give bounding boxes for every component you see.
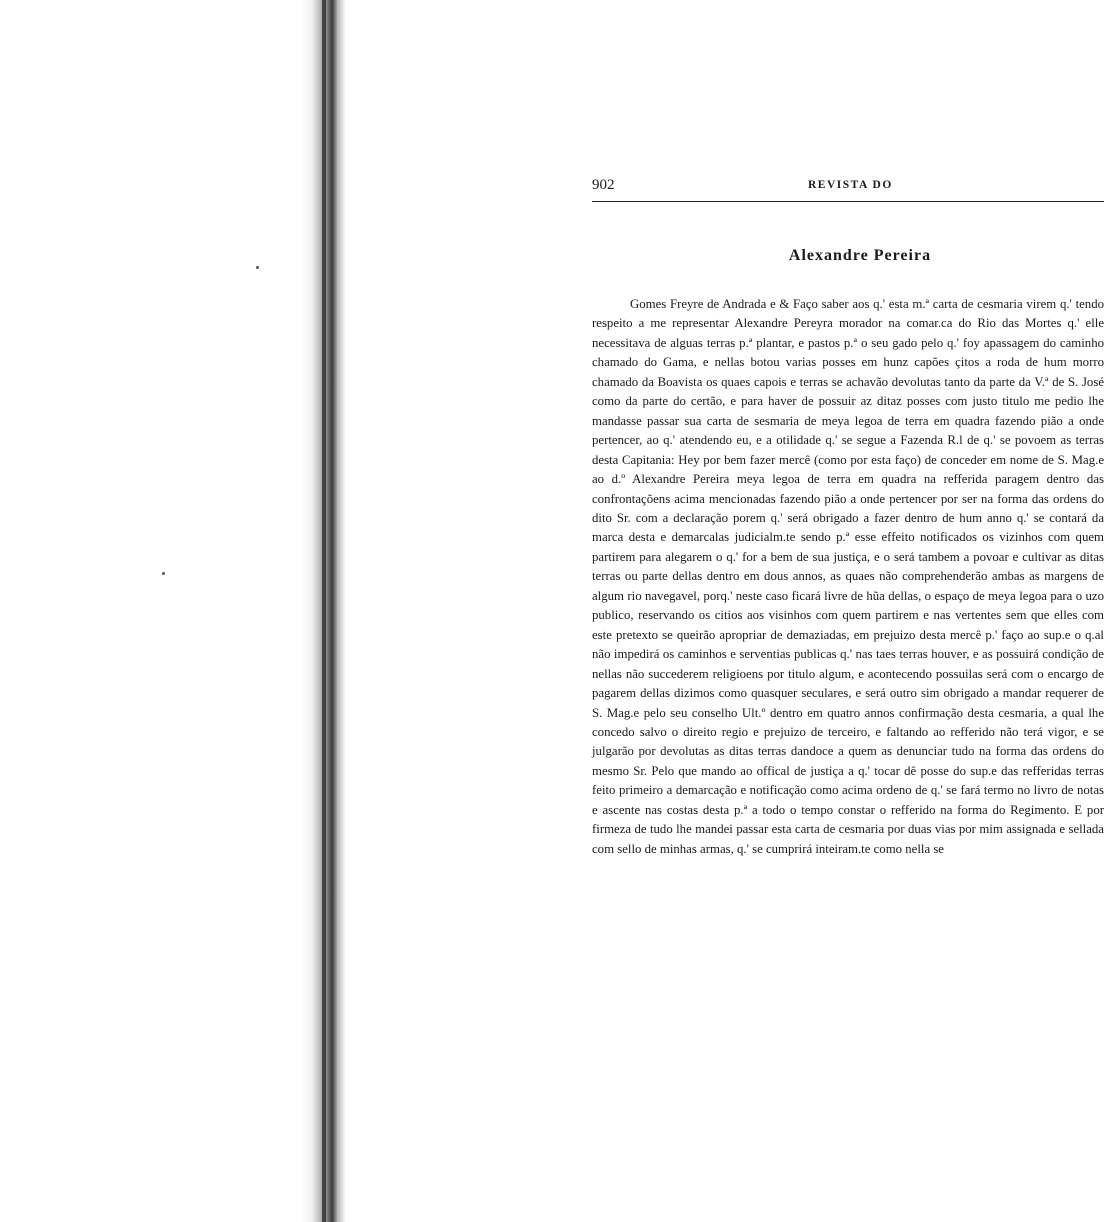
journal-title: REVISTA DO bbox=[808, 179, 893, 191]
paper-speck bbox=[162, 572, 165, 575]
document-page bbox=[592, 175, 1104, 872]
body-paragraph: Gomes Freyre de Andrada e & Faço saber aos q.' esta m.ª carta de cesmaria virem q.' tendo respeito a me representar Alexandre Pereyra morador na comar.ca do Rio das Mortes q.' elle necessitava de alguas terras p.ª plantar, e pastos p.ª o seu gado pelo q.' foy apassagem do caminho chamado do Gama, e nellas botou varias posses em hunz capões çitos a roda de hum morro chamado da Boavista os quaes capois e terras se achavão devolutas tanto da parte da V.ª de S. José como da parte do certão, e para haver de possuir az ditaz posses com justo titulo me pedio lhe mandasse passar sua carta de sesmaria de meya legoa de terra em quadra fazendo pião a onde pertencer, ao q.' atendendo eu, e a otilidade q.' se segue a Fazenda R.l de q.' se povoem as terras desta Capitania: Hey por bem fazer mercê (como por esta faço) de conceder em nome de S. Mag.e ao d.º Alexandre Pereira meya legoa de terra em quadra na refferida paragem dentro das confrontaçõens acima mencionadas fazendo pião a onde pertencer por ser na forma das ordens do dito Sr. com a declaração porem q.' será obrigado a fazer dentro de hum anno q.' se contará da marca desta e demarcalas judicialm.te sendo p.ª esse effeito notificados os vizinhos com quem partirem para alegarem o q.' for a bem de sua justiça, e o será tambem a povoar e cultivar as ditas terras ou parte dellas dentro em dous annos, as quaes não comprehenderão ambas as margens de algum rio navegavel, porq.' neste caso ficará livre de hũa dellas, o espaço de meya legoa para o uzo publico, reservando os citios aos visinhos com quem partirem e nas vertentes sem que elles com este pretexto se queirão apropriar de demaziadas, em prejuizo desta mercê p.' faço ao sup.e o q.al não impedirá os caminhos e serventias publicas q.' nas taes terras houver, e as possuirá condição de nellas não succederem religioens por titulo algum, e acontecendo possuilas será com o encargo de pagarem dellas dizimos como quasquer seculares, e será outro sim obrigado a mandar requerer de S. Mag.e pelo seu conselho Ult.º dentro em quatro annos confirmação desta cesmaria, a qual lhe concedo salvo o direito regio e prejuizo de terceiro, e faltando ao refferido não terá vigor, e se julgarão por devolutas as ditas terras dandoce a quem as denunciar tudo na forma das ordens do mesmo Sr. Pelo que mando ao offical de justiça a q.' tocar dê posse do sup.e das refferidas terras feito primeiro a demarcação e notificação como acima ordeno de q.' se fará termo no livro de notas e ascente nas costas desta p.ª a todo o tempo constar o refferido na forma do Regimento. E por firmeza de tudo lhe mandei passar esta carta de cesmaria por duas vias por mim assignada e sellada com sello de minhas armas, q.' se cumprirá inteiram.te como nella se bbox=[592, 297, 1104, 856]
binding-shadow bbox=[322, 0, 326, 1222]
article-title: Alexandre Pereira bbox=[788, 247, 932, 264]
header-rule bbox=[592, 201, 1104, 202]
running-head bbox=[592, 175, 1104, 199]
page-number: 902 bbox=[592, 177, 615, 193]
paper-speck bbox=[256, 266, 259, 269]
